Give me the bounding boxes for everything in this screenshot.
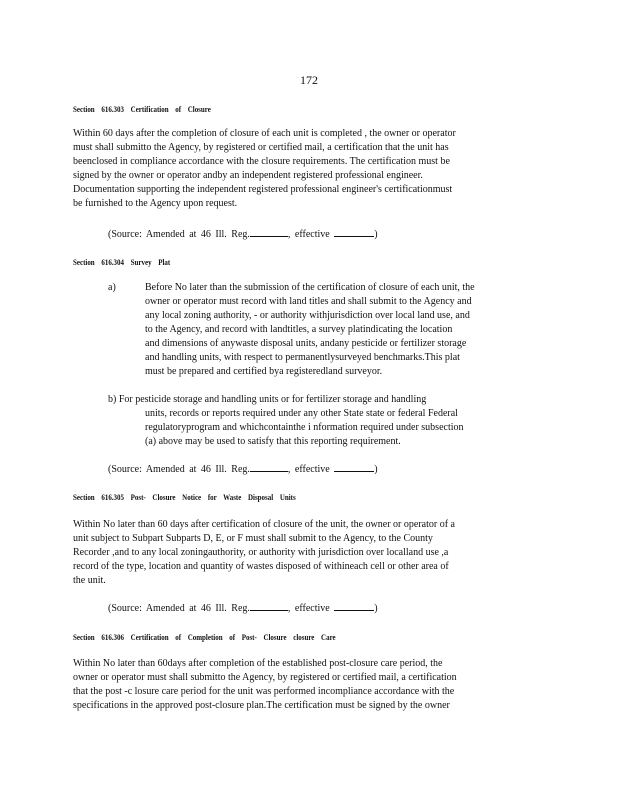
paragraph-line: any local zoning authority, - or authority withjurisdiction over local land use, and [145, 310, 470, 321]
source-effective: , effective [287, 229, 330, 240]
source-suffix: ) [374, 464, 378, 475]
paragraph-line: signed by the owner or operator andby an independent registered professional engineer. [73, 170, 423, 181]
paragraph-line: and handling units, with respect to permanentlysurveyed benchmarks.This plat [145, 352, 460, 363]
item-a-body [145, 281, 475, 379]
paragraph-line: Within No later than 60days after completion of the established post-closure care period, the [73, 658, 443, 669]
paragraph-line: the unit. [73, 575, 106, 586]
effective-blank [334, 601, 374, 611]
paragraph-line: units, records or reports required under any other State state or federal Federal [145, 408, 458, 419]
source-prefix: (Source: Amended at 46 Ill. Reg. [108, 603, 250, 614]
source-suffix: ) [374, 603, 378, 614]
paragraph-line: Recorder ,and to any local zoningauthority, or authority with jurisdiction over localland use ,a [73, 547, 449, 558]
item-b-body [108, 393, 464, 449]
page-number: 172 [300, 73, 318, 87]
source-note [108, 601, 378, 614]
paragraph-line: owner or operator must record with land titles and shall submit to the Agency and [145, 296, 472, 307]
paragraph-line: Within 60 days after the completion of closure of each unit is completed , the owner or operator [73, 128, 456, 139]
section-heading-616-303: Section 616.303 Certification of Closure [73, 104, 211, 114]
item-a-label: a) [108, 282, 116, 293]
paragraph-line: regulatoryprogram and whichcontainthe i nformation required under subsection [145, 422, 464, 433]
paragraph-line: must shall submitto the Agency, by registered or certified mail, a certification that the unit has [73, 142, 449, 153]
section-616-305-body [73, 518, 455, 588]
paragraph-line: (a) above may be used to satisfy that this reporting requirement. [145, 436, 401, 447]
register-blank [250, 227, 288, 237]
paragraph-line: Documentation supporting the independent registered professional engineer's certificationmust [73, 184, 453, 195]
register-blank [250, 462, 288, 472]
source-note [108, 462, 378, 475]
paragraph-line: Within No later than 60 days after certification of closure of the unit, the owner or operator of a [73, 519, 455, 530]
section-heading-616-304: Section 616.304 Survey Plat [73, 257, 171, 267]
source-note [108, 227, 378, 240]
source-suffix: ) [374, 229, 378, 240]
paragraph-line: to the Agency, and record with landtitles, a survey platindicating the location [145, 324, 453, 335]
section-heading-616-306: Section 616.306 Certification of Completion of Post- Closure closure Care [73, 632, 336, 642]
effective-blank [334, 462, 374, 472]
source-prefix: (Source: Amended at 46 Ill. Reg. [108, 229, 250, 240]
paragraph-line: record of the type, location and quantity of wastes disposed of withineach cell or other area of [73, 561, 449, 572]
source-effective: , effective [287, 603, 330, 614]
paragraph-line: and dimensions of anywaste disposal units, andany pesticide or fertilizer storage [145, 338, 467, 349]
paragraph-line: specifications in the approved post-closure plan.The certification must be signed by the owner [73, 700, 450, 711]
section-heading-616-305: Section 616.305 Post- Closure Notice for Waste Disposal Units [73, 492, 296, 502]
section-616-303-body [73, 127, 456, 211]
paragraph-line: be furnished to the Agency upon request. [73, 198, 238, 209]
paragraph-line: b) For pesticide storage and handling units or for fertilizer storage and handling [108, 394, 427, 405]
effective-blank [334, 227, 374, 237]
register-blank [250, 601, 288, 611]
paragraph-line: beenclosed in compliance accordance with the closure requirements. The certification must be [73, 156, 450, 167]
section-616-306-body [73, 657, 457, 713]
source-prefix: (Source: Amended at 46 Ill. Reg. [108, 464, 250, 475]
paragraph-line: must be prepared and certified bya registeredland surveyor. [145, 366, 383, 377]
paragraph-line: unit subject to Subpart Subparts D, E, or F must shall submit to the Agency, to the County [73, 533, 433, 544]
paragraph-line: that the post -c losure care period for the unit was performed incompliance accordance with the [73, 686, 455, 697]
paragraph-line: Before No later than the submission of the certification of closure of each unit, the [145, 282, 475, 293]
source-effective: , effective [287, 464, 330, 475]
paragraph-line: owner or operator must shall submitto the Agency, by registered or certified mail, a certification [73, 672, 457, 683]
